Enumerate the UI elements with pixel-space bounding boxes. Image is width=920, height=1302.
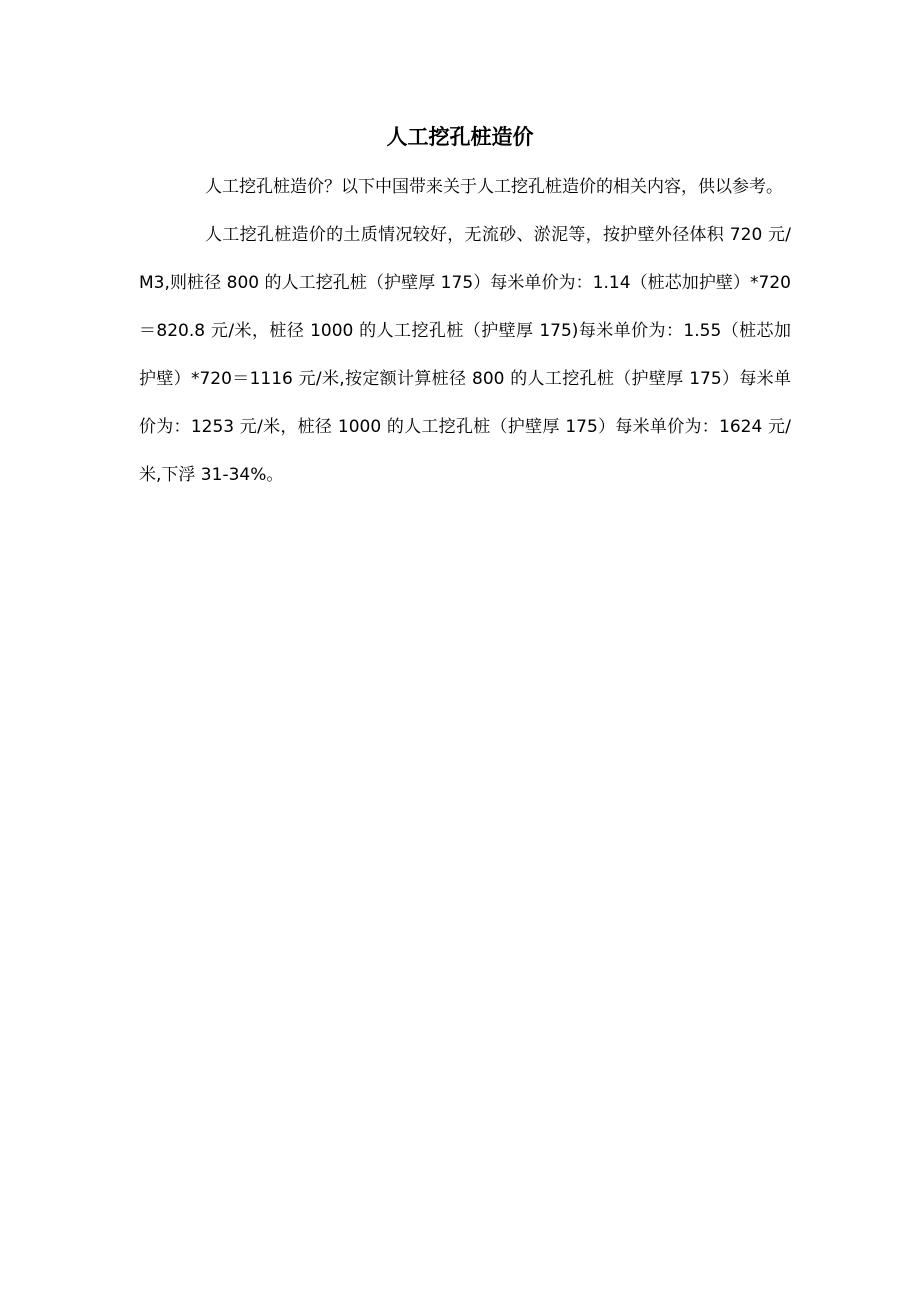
- document-body: [139, 163, 791, 499]
- document-title: 人工挖孔桩造价: [386, 125, 534, 149]
- paragraph-intro: 人工挖孔桩造价？以下中国带来关于人工挖孔桩造价的相关内容，供以参考。: [205, 177, 783, 197]
- paragraph-pricing: 人工挖孔桩造价的土质情况较好，无流砂、淤泥等，按护壁外径体积 720 元/M3,则桩径 800 的人工挖孔桩（护壁厚 175）每米单价为：1.14（桩芯加护壁）*720＝820.8 元/米，桩径 1000 的人工挖孔桩（护壁厚 175)每米单价为：1.55（桩芯加护壁）*720＝1116 元/米,按定额计算桩径 800 的人工挖孔桩（护壁厚 175）每米单价为：1253 元/米，桩径 1000 的人工挖孔桩（护壁厚 175）每米单价为：1624 元/米,下浮 31-34%。: [139, 225, 791, 485]
